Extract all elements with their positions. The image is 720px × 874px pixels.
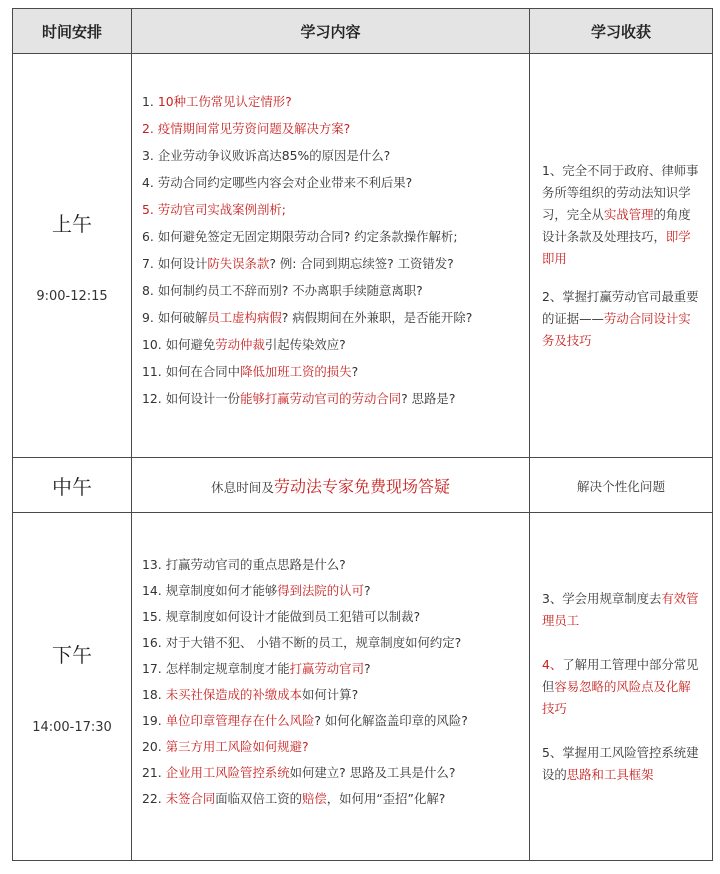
plain-text: 如何在合同中	[165, 363, 241, 379]
topic-number: 15.	[142, 608, 162, 624]
highlight-text: 得到法院的认可	[277, 582, 364, 598]
topic-item	[142, 121, 521, 137]
topic-number: 21.	[142, 764, 162, 780]
topic-number: 22.	[142, 790, 162, 806]
highlight-text: 员工虚构病假	[207, 309, 282, 325]
topic-item	[142, 175, 521, 191]
noon-content-cell	[132, 458, 530, 513]
highlight-text: 单位印章管理存在什么风险	[165, 712, 315, 728]
highlight-text: 未签合同	[165, 790, 216, 806]
topic-number: 13.	[142, 556, 162, 572]
topic-number: 2.	[142, 120, 154, 136]
highlight-text: 未买社保造成的补缴成本	[165, 686, 303, 702]
morning-topic-list	[132, 80, 529, 432]
plain-text: 如何破解	[157, 309, 208, 325]
topic-number: 9.	[142, 309, 154, 325]
topic-number: 16.	[142, 634, 162, 650]
afternoon-gains	[530, 588, 712, 786]
topic-item	[142, 765, 521, 781]
plain-text: ，如何用“歪招”化解?	[326, 790, 446, 806]
plain-text: 面临双倍工资的	[215, 790, 303, 806]
plain-text: ? 如何化解盗盖印章的风险?	[314, 712, 468, 728]
topic-item	[142, 557, 521, 573]
afternoon-label: 下午	[52, 642, 92, 667]
highlight-text: 劳动官司实战案例剖析;	[157, 201, 286, 217]
plain-text: 的角度设计条款及处理技巧，	[542, 206, 691, 244]
schedule-sheet	[12, 8, 712, 860]
plain-text: 如何计算?	[302, 686, 359, 702]
plain-text: 怎样制定规章制度才能	[165, 660, 290, 676]
header-time: 时间安排	[13, 9, 132, 54]
morning-hours: 9:00-12:15	[36, 288, 108, 304]
highlight-text: 打赢劳动官司	[289, 660, 364, 676]
highlight-text: 劳动合同设计实务及技巧	[542, 310, 691, 348]
gain-item	[542, 160, 702, 270]
highlight-text: 降低加班工资的损失	[240, 363, 352, 379]
plain-text: 规章制度如何设计才能做到员工犯错可以制裁?	[165, 608, 421, 624]
plain-text: 1、完全不同于政府、律师事务所等组织的劳动法知识学习，完全从	[542, 162, 699, 222]
morning-label: 上午	[52, 211, 92, 236]
topic-number: 5.	[142, 201, 154, 217]
plain-text: 对于大错不犯、 小错不断的员工，规章制度如何约定?	[165, 634, 462, 650]
topic-item	[142, 202, 521, 218]
plain-text: 5、掌握用工风险管控系统建设的	[542, 744, 699, 782]
afternoon-hours: 14:00-17:30	[32, 719, 112, 735]
afternoon-time-cell	[13, 513, 132, 861]
topic-item	[142, 791, 521, 807]
plain-text: ?	[351, 363, 359, 379]
plain-text: 规章制度如何才能够	[165, 582, 278, 598]
afternoon-row	[13, 513, 713, 861]
noon-row	[13, 458, 713, 513]
topic-number: 11.	[142, 363, 162, 379]
topic-item	[142, 94, 521, 110]
topic-item	[142, 256, 521, 272]
highlight-text: 企业用工风险管控系统	[165, 764, 290, 780]
plain-text: ?	[363, 660, 371, 676]
plain-text: 如何建立? 思路及工具是什么?	[289, 764, 456, 780]
table-header-row	[13, 9, 713, 54]
morning-gains	[530, 160, 712, 352]
topic-number: 17.	[142, 660, 162, 676]
header-gains: 学习收获	[530, 9, 713, 54]
plain-text: 如何设计	[157, 255, 208, 271]
plain-text: 如何设计一份	[165, 390, 241, 406]
topic-item	[142, 229, 521, 245]
gain-item	[542, 588, 702, 632]
highlight-text: 防失误条款	[207, 255, 270, 271]
plain-text: 企业劳动争议败诉高达85%的原因是什么?	[157, 147, 391, 163]
morning-gains-cell	[530, 54, 713, 458]
gain-item	[542, 742, 702, 786]
highlight-text: 劳动仲裁	[215, 336, 265, 352]
plain-text: ?	[363, 582, 371, 598]
highlight-text: 实战管理	[603, 206, 654, 222]
highlight-text: 疫情期间常见劳资问题及解决方案?	[157, 120, 351, 136]
topic-number: 19.	[142, 712, 162, 728]
plain-text: 如何避免签定无固定期限劳动合同? 约定条款操作解析;	[157, 228, 458, 244]
topic-item	[142, 609, 521, 625]
plain-text: 3、学会用规章制度去	[542, 590, 662, 606]
topic-item	[142, 713, 521, 729]
topic-number: 4.	[142, 174, 154, 190]
morning-time-cell	[13, 54, 132, 458]
plain-text: 了解用工管理中部分常见但	[542, 656, 699, 694]
afternoon-topic-list	[132, 543, 529, 831]
gain-item	[542, 654, 702, 720]
noon-gain-cell: 解决个性化问题	[530, 458, 713, 513]
highlight-text: 4、	[542, 656, 563, 672]
morning-row	[13, 54, 713, 458]
topic-number: 20.	[142, 738, 162, 754]
highlight-text: 赔偿	[302, 790, 327, 806]
topic-item	[142, 661, 521, 677]
plain-text: 引起传染效应?	[264, 336, 346, 352]
highlight-text: 即学即用	[542, 228, 691, 266]
afternoon-content-cell	[132, 513, 530, 861]
topic-number: 1.	[142, 93, 154, 109]
topic-number: 18.	[142, 686, 162, 702]
plain-text: 2、掌握打赢劳动官司最重要的证据——	[542, 288, 699, 326]
noon-content-prefix: 休息时间及	[211, 479, 274, 495]
morning-content-cell	[132, 54, 530, 458]
topic-item	[142, 283, 521, 299]
topic-item	[142, 364, 521, 380]
highlight-text: 10种工伤常见认定情形?	[157, 93, 292, 109]
plain-text: 如何制约员工不辞而别? 不办离职手续随意离职?	[157, 282, 423, 298]
highlight-text: 容易忽略的风险点及化解技巧	[542, 678, 691, 716]
plain-text: 打赢劳动官司的重点思路是什么?	[165, 556, 346, 572]
plain-text: 劳动合同约定哪些内容会对企业带来不利后果?	[157, 174, 413, 190]
noon-time-cell	[13, 458, 132, 513]
noon-label: 中午	[52, 474, 92, 499]
topic-item	[142, 310, 521, 326]
plain-text: 如何避免	[165, 336, 216, 352]
highlight-text: 有效管理员工	[542, 590, 699, 628]
topic-item	[142, 687, 521, 703]
topic-number: 6.	[142, 228, 154, 244]
topic-number: 10.	[142, 336, 162, 352]
topic-item	[142, 337, 521, 353]
topic-item	[142, 635, 521, 651]
topic-item	[142, 391, 521, 407]
gain-item	[542, 286, 702, 352]
afternoon-gains-cell	[530, 513, 713, 861]
topic-number: 12.	[142, 390, 162, 406]
topic-number: 8.	[142, 282, 154, 298]
plain-text: ? 思路是?	[401, 390, 456, 406]
topic-item	[142, 583, 521, 599]
topic-number: 14.	[142, 582, 162, 598]
header-content: 学习内容	[132, 9, 530, 54]
highlight-text: 第三方用工风险如何规避?	[165, 738, 309, 754]
topic-item	[142, 148, 521, 164]
plain-text: ? 例: 合同到期忘续签? 工资错发?	[269, 255, 454, 271]
highlight-text: 能够打赢劳动官司的劳动合同	[240, 390, 402, 406]
topic-number: 3.	[142, 147, 154, 163]
schedule-table	[12, 8, 713, 861]
noon-content-highlight: 劳动法专家免费现场答疑	[273, 476, 450, 496]
highlight-text: 思路和工具框架	[566, 766, 654, 782]
topic-item	[142, 739, 521, 755]
plain-text: ? 病假期间在外兼职，是否能开除?	[281, 309, 473, 325]
topic-number: 7.	[142, 255, 154, 271]
